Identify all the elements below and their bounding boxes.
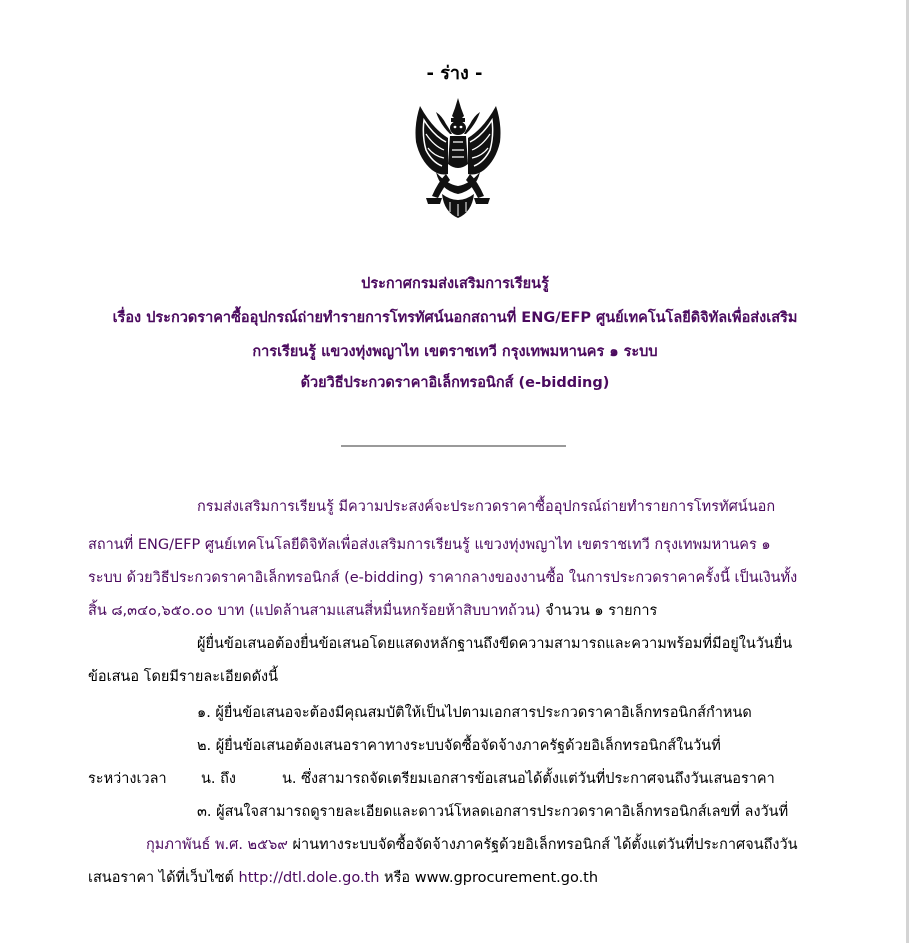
paragraph-1-line-3: ระบบ ด้วยวิธีประกวดราคาอิเล็กทรอนิกส์ (e-bidding) ราคากลางของงานซื้อ ในการประกวดราคาครั้งนี้ เป็นเงินทั้ง: [88, 570, 798, 586]
garuda-emblem: [406, 94, 510, 222]
paragraph-2-line-1: ผู้ยื่นข้อเสนอต้องยื่นข้อเสนอโดยแสดงหลักฐานถึงขีดความสามารถและความพร้อมที่มีอยู่ในวันยื่น: [197, 636, 793, 652]
paragraph-1-line-1: กรมส่งเสริมการเรียนรู้ มีความประสงค์จะประกวดราคาซื้ออุปกรณ์ถ่ายทำรายการโทรทัศน์นอก: [197, 499, 776, 515]
item-2-line-2a: ระหว่างเวลา: [88, 771, 167, 787]
item-3-line-2: [146, 833, 798, 856]
subject-line-3: ด้วยวิธีประกวดราคาอิเล็กทรอนิกส์ (e-bidding): [300, 375, 610, 391]
item-2-line-2c: น. ซึ่งสามารถจัดเตรียมเอกสารข้อเสนอได้ตั้งแต่วันที่ประกาศจนถึงวันเสนอราคา: [282, 771, 775, 787]
website-prefix: เสนอราคา ได้ที่เว็บไซต์: [88, 870, 239, 886]
item-2-line-1: ๒. ผู้ยื่นข้อเสนอต้องเสนอราคาทางระบบจัดซื้อจัดจ้างภาครัฐด้วยอิเล็กทรอนิกส์ในวันที่: [197, 738, 721, 754]
subject-line: [40, 306, 870, 329]
item-3-date: กุมภาพันธ์ พ.ศ. ๒๕๖๙: [146, 837, 288, 853]
item-3-line-3: [88, 866, 598, 889]
subject-lead: เรื่อง: [112, 310, 142, 326]
item-1: ๑. ผู้ยื่นข้อเสนอจะต้องมีคุณสมบัติให้เป็นไปตามเอกสารประกวดราคาอิเล็กทรอนิกส์กำหนด: [197, 705, 752, 721]
paragraph-2-line-2: ข้อเสนอ โดยมีรายละเอียดดังนี้: [88, 669, 279, 685]
paragraph-1-line-2: สถานที่ ENG/EFP ศูนย์เทคโนโลยีดิจิทัลเพื่อส่งเสริมการเรียนรู้ แขวงทุ่งพญาไท เขตราชเทวี กรุงเทพมหานคร ๑: [88, 537, 771, 553]
item-3-system-text: ผ่านทางระบบจัดซื้อจัดจ้างภาครัฐด้วยอิเล็กทรอนิกส์ ได้ตั้งแต่วันที่ประกาศจนถึงวัน: [287, 837, 798, 853]
quantity-text: จำนวน ๑ รายการ: [540, 603, 658, 619]
announcement-title: ประกาศกรมส่งเสริมการเรียนรู้: [361, 276, 549, 292]
dtl-website-link[interactable]: http://dtl.dole.go.th: [238, 870, 380, 886]
gprocurement-website: หรือ www.gprocurement.go.th: [379, 870, 599, 886]
divider: [341, 445, 566, 447]
item-3-line-1: ๓. ผู้สนใจสามารถดูรายละเอียดและดาวน์โหลดเอกสารประกวดราคาอิเล็กทรอนิกส์เลขที่ ลงวันที่: [197, 804, 789, 820]
subject-line-2: การเรียนรู้ แขวงทุ่งพญาไท เขตราชเทวี กรุงเทพมหานคร ๑ ระบบ: [252, 344, 658, 360]
draft-label: - ร่าง -: [426, 63, 483, 84]
price-text: สิ้น ๘,๓๔๐,๖๕๐.๐๐ บาท (แปดล้านสามแสนสี่หมื่นหกร้อยห้าสิบบาทถ้วน): [88, 603, 541, 619]
item-2-line-2b: น. ถึง: [201, 771, 236, 787]
paragraph-1-line-4: [88, 599, 657, 622]
subject-text: ประกวดราคาซื้ออุปกรณ์ถ่ายทำรายการโทรทัศน์นอกสถานที่ ENG/EFP ศูนย์เทคโนโลยีดิจิทัลเพื่อส่งเสริม: [146, 310, 798, 326]
